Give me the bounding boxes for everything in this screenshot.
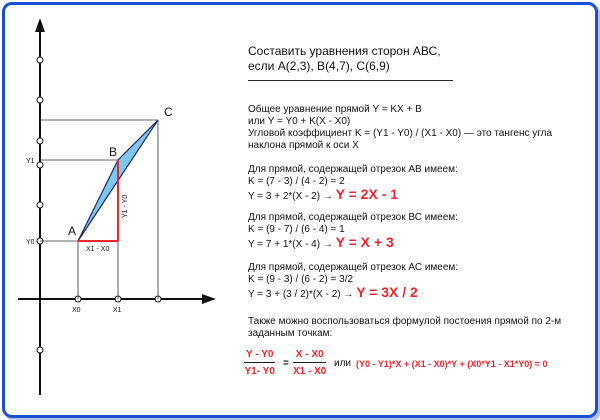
y0-label: Y0 — [26, 239, 35, 246]
fraction-x — [293, 349, 326, 377]
general-eq-line-1: Общее уравнение прямой Y = KX + B — [248, 104, 422, 115]
dy-label: Y1 - Y0 — [122, 194, 129, 218]
arrow-icon: → — [322, 191, 333, 202]
ac-line-1: Для прямой, содержащей отрезок АС имеем: — [248, 262, 459, 273]
also-line-2: заданным точкам: — [248, 328, 333, 339]
general-eq-line-2: или Y = Y0 + K(X - X0) — [248, 116, 351, 127]
fraction-y — [244, 349, 275, 377]
or-formula-word: или — [334, 358, 352, 369]
arrow-icon: → — [322, 239, 333, 250]
ac-line-2: K = (9 - 3) / (6 - 2) = 3/2 — [248, 274, 354, 285]
general-eq-line-4: наклона прямой к оси X — [248, 140, 359, 151]
equals-sign: = — [283, 358, 289, 369]
ac-result: Y = 3X / 2 — [356, 284, 418, 300]
also-line-1: Также можно воспользоваться формулой постоения прямой по 2-м — [248, 316, 562, 327]
fraction-y-denominator: Y1- Y0 — [244, 366, 275, 377]
ab-line-3: Y = 3 + 2*(X - 2) → Y = 2X - 1 — [248, 186, 399, 202]
fraction-y-numerator: Y - Y0 — [244, 349, 275, 363]
bc-line-1: Для прямой, содержащей отрезок ВС имеем: — [248, 212, 458, 223]
fraction-x-denominator: X1 - X0 — [293, 366, 327, 377]
fraction-x-numerator: X - X0 — [293, 349, 326, 363]
ac-line-3: Y = 3 + (3 / 2)*(X - 2) → Y = 3X / 2 — [248, 284, 418, 300]
dx-label: X1 - X0 — [86, 246, 110, 253]
title-line-1: Составить уравнения сторон АВС, — [248, 44, 441, 58]
y1-label: Y1 — [26, 158, 35, 165]
or-formula-expression: (Y0 - Y1)*X + (X1 - X0)*Y + (X0*Y1 - X1*Y0) = 0 — [356, 359, 548, 369]
x0-label: X0 — [72, 307, 81, 314]
x1-label: X1 — [113, 307, 122, 314]
arrow-icon: → — [343, 289, 354, 300]
title-line-2: если А(2,3), В(4,7), С(6,9) — [248, 59, 390, 73]
point-a-label: A — [68, 224, 77, 238]
x-axis-arrow-icon — [202, 294, 216, 304]
bc-result: Y = X + 3 — [335, 234, 394, 250]
y-axis-arrow-icon — [35, 18, 45, 32]
point-c-label: C — [164, 105, 173, 119]
bc-line-3: Y = 7 + 1*(X - 4) → Y = X + 3 — [248, 234, 394, 250]
bc-line-2: K = (9 - 7) / (6 - 4) = 1 — [248, 224, 345, 235]
ab-result: Y = 2X - 1 — [335, 186, 399, 202]
ab-line-1: Для прямой, содержащей отрезок АВ имеем: — [248, 164, 458, 175]
ab-line-2: K = (7 - 3) / (4 - 2) = 2 — [248, 176, 345, 187]
title-underline — [248, 80, 453, 81]
point-b-label: B — [109, 145, 118, 159]
general-eq-line-3: Угловой коэффициент K = (Y1 - Y0) / (X1 - X0) — это тангенс угла — [248, 128, 553, 139]
